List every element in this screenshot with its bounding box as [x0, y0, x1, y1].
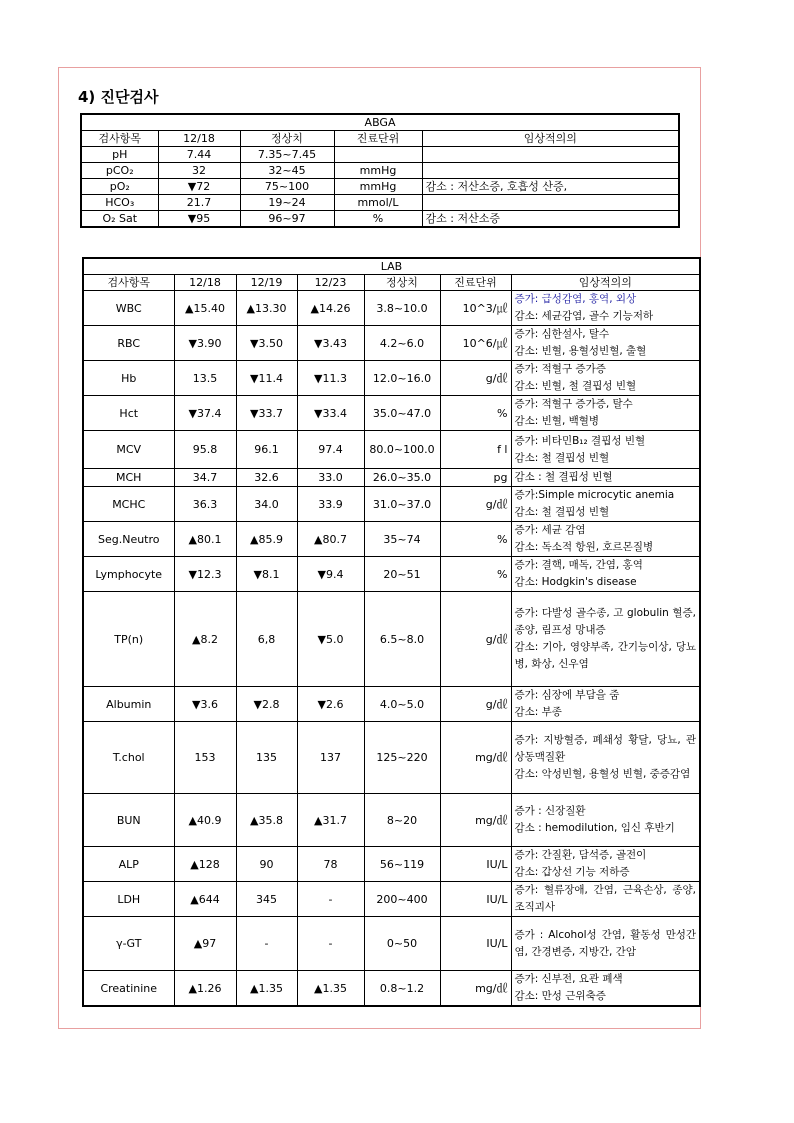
- lab-item-cell: MCV: [83, 431, 174, 469]
- lab-title: LAB: [83, 258, 700, 275]
- lab-clinical-cell: [511, 971, 700, 1007]
- section-heading: 4) 진단검사: [78, 88, 159, 106]
- lab-value-1218: 13.5: [174, 361, 236, 396]
- lab-value-1218: ▲15.40: [174, 291, 236, 326]
- lab-normal-cell: 31.0~37.0: [364, 487, 440, 522]
- abga-header: 임상적의의: [422, 131, 679, 147]
- abga-title: ABGA: [81, 114, 679, 131]
- lab-value-1223: ▲80.7: [297, 522, 364, 557]
- abga-row: [81, 211, 679, 228]
- lab-unit-cell: pg: [440, 469, 511, 487]
- lab-header: 12/18: [174, 275, 236, 291]
- clinical-line: 증가: 심장에 부담을 줌: [514, 689, 620, 701]
- lab-item-cell: T.chol: [83, 722, 174, 794]
- lab-normal-cell: 35.0~47.0: [364, 396, 440, 431]
- abga-unit-cell: %: [334, 211, 422, 228]
- lab-clinical-cell: [511, 917, 700, 971]
- lab-item-cell: RBC: [83, 326, 174, 361]
- lab-clinical-cell: [511, 687, 700, 722]
- abga-header: 정상치: [240, 131, 334, 147]
- clinical-line: 증가: 심한설사, 탈수: [514, 328, 610, 340]
- lab-row: [83, 882, 700, 917]
- lab-value-1223: ▲1.35: [297, 971, 364, 1007]
- lab-value-1223: 33.9: [297, 487, 364, 522]
- clinical-line: 증가: 비타민B₁₂ 결핍성 빈혈: [514, 434, 646, 447]
- lab-value-1218: ▲1.26: [174, 971, 236, 1007]
- clinical-line: 증가: 세균 감염: [514, 524, 586, 536]
- lab-value-1223: ▼3.43: [297, 326, 364, 361]
- lab-value-1219: ▼11.4: [236, 361, 297, 396]
- lab-value-1223: 33.0: [297, 469, 364, 487]
- abga-normal-cell: 32~45: [240, 163, 334, 179]
- clinical-line: 감소 : hemodilution, 임신 후반기: [514, 822, 675, 834]
- lab-header: 정상치: [364, 275, 440, 291]
- lab-value-1223: ▼5.0: [297, 592, 364, 687]
- lab-unit-cell: 10^3/㎕: [440, 291, 511, 326]
- abga-clinical-cell: [422, 147, 679, 163]
- lab-normal-cell: 4.2~6.0: [364, 326, 440, 361]
- abga-table: [80, 113, 680, 228]
- clinical-line: 감소 : 철 결핍성 빈혈: [514, 471, 613, 483]
- lab-value-1219: ▲35.8: [236, 794, 297, 847]
- lab-clinical-cell: [511, 592, 700, 687]
- clinical-line: 증가: 급성감염, 홍역, 외상: [514, 293, 637, 305]
- abga-value-cell: 21.7: [158, 195, 240, 211]
- lab-clinical-cell: [511, 557, 700, 592]
- lab-value-1219: 345: [236, 882, 297, 917]
- lab-item-cell: Albumin: [83, 687, 174, 722]
- lab-row: [83, 592, 700, 687]
- lab-value-1218: 36.3: [174, 487, 236, 522]
- lab-clinical-cell: [511, 487, 700, 522]
- lab-header: 진료단위: [440, 275, 511, 291]
- lab-clinical-cell: [511, 794, 700, 847]
- lab-unit-cell: %: [440, 522, 511, 557]
- lab-value-1223: 137: [297, 722, 364, 794]
- lab-value-1218: ▲80.1: [174, 522, 236, 557]
- lab-row: [83, 687, 700, 722]
- abga-row: [81, 179, 679, 195]
- lab-value-1218: 153: [174, 722, 236, 794]
- lab-value-1223: ▲14.26: [297, 291, 364, 326]
- clinical-line: 증가: 적혈구 증가증, 탈수: [514, 398, 633, 410]
- lab-value-1219: ▲13.30: [236, 291, 297, 326]
- clinical-line: 감소: 빈혈, 용혈성빈혈, 출혈: [514, 345, 647, 357]
- clinical-line: 감소: 만성 근위축증: [514, 990, 606, 1002]
- lab-normal-cell: 3.8~10.0: [364, 291, 440, 326]
- lab-row: [83, 431, 700, 469]
- lab-item-cell: MCHC: [83, 487, 174, 522]
- lab-item-cell: BUN: [83, 794, 174, 847]
- lab-row: [83, 396, 700, 431]
- abga-value-cell: 7.44: [158, 147, 240, 163]
- abga-unit-cell: mmHg: [334, 179, 422, 195]
- abga-clinical-cell: [422, 195, 679, 211]
- lab-value-1219: ▼8.1: [236, 557, 297, 592]
- lab-value-1219: ▲85.9: [236, 522, 297, 557]
- lab-row: [83, 522, 700, 557]
- lab-value-1223: 97.4: [297, 431, 364, 469]
- abga-value-cell: ▼95: [158, 211, 240, 228]
- clinical-line: 증가: 적혈구 증가증: [514, 363, 606, 375]
- abga-unit-cell: mmol/L: [334, 195, 422, 211]
- abga-value-cell: 32: [158, 163, 240, 179]
- lab-item-cell: Seg.Neutro: [83, 522, 174, 557]
- lab-value-1218: ▲128: [174, 847, 236, 882]
- lab-item-cell: γ-GT: [83, 917, 174, 971]
- lab-value-1219: ▼3.50: [236, 326, 297, 361]
- lab-header: 12/23: [297, 275, 364, 291]
- clinical-line: 증가: 혈류장애, 간염, 근육손상, 종양, 조직괴사: [514, 884, 697, 913]
- lab-unit-cell: %: [440, 557, 511, 592]
- lab-normal-cell: 200~400: [364, 882, 440, 917]
- lab-normal-cell: 12.0~16.0: [364, 361, 440, 396]
- lab-value-1218: ▲644: [174, 882, 236, 917]
- lab-clinical-cell: [511, 361, 700, 396]
- abga-header: 12/18: [158, 131, 240, 147]
- lab-row: [83, 557, 700, 592]
- abga-header: 검사항목: [81, 131, 158, 147]
- lab-item-cell: Lymphocyte: [83, 557, 174, 592]
- lab-normal-cell: 4.0~5.0: [364, 687, 440, 722]
- lab-value-1218: ▼3.90: [174, 326, 236, 361]
- clinical-line: 감소: 독소적 항원, 호르몬질병: [514, 541, 654, 553]
- lab-value-1218: 95.8: [174, 431, 236, 469]
- lab-value-1218: ▲8.2: [174, 592, 236, 687]
- lab-row: [83, 794, 700, 847]
- abga-normal-cell: 7.35~7.45: [240, 147, 334, 163]
- lab-unit-cell: mg/㎗: [440, 722, 511, 794]
- lab-value-1223: 78: [297, 847, 364, 882]
- lab-header: 검사항목: [83, 275, 174, 291]
- abga-normal-cell: 96~97: [240, 211, 334, 228]
- lab-clinical-cell: [511, 326, 700, 361]
- lab-unit-cell: g/㎗: [440, 361, 511, 396]
- lab-header: 12/19: [236, 275, 297, 291]
- abga-item-cell: HCO₃: [81, 195, 158, 211]
- lab-value-1218: ▼12.3: [174, 557, 236, 592]
- lab-row: [83, 291, 700, 326]
- lab-item-cell: LDH: [83, 882, 174, 917]
- lab-clinical-cell: [511, 396, 700, 431]
- lab-normal-cell: 26.0~35.0: [364, 469, 440, 487]
- abga-normal-cell: 75~100: [240, 179, 334, 195]
- lab-unit-cell: g/㎗: [440, 687, 511, 722]
- lab-clinical-cell: [511, 522, 700, 557]
- lab-normal-cell: 35~74: [364, 522, 440, 557]
- lab-item-cell: WBC: [83, 291, 174, 326]
- abga-row: [81, 195, 679, 211]
- clinical-line: 증가:Simple microcytic anemia: [514, 489, 675, 501]
- lab-clinical-cell: [511, 431, 700, 469]
- lab-unit-cell: mg/㎗: [440, 971, 511, 1007]
- lab-row: [83, 326, 700, 361]
- lab-value-1219: 96.1: [236, 431, 297, 469]
- clinical-line: 감소: 철 결핍성 빈혈: [514, 451, 610, 464]
- lab-unit-cell: IU/L: [440, 917, 511, 971]
- lab-value-1219: ▲1.35: [236, 971, 297, 1007]
- lab-value-1219: -: [236, 917, 297, 971]
- lab-value-1219: ▼33.7: [236, 396, 297, 431]
- lab-value-1223: ▼9.4: [297, 557, 364, 592]
- lab-clinical-cell: [511, 847, 700, 882]
- clinical-line: 감소: 기아, 영양부족, 간기능이상, 당뇨병, 화상, 신우염: [514, 641, 697, 670]
- lab-table: [82, 257, 701, 1007]
- lab-row: [83, 487, 700, 522]
- abga-clinical-cell: 감소 : 저산소증: [422, 211, 679, 228]
- abga-unit-cell: mmHg: [334, 163, 422, 179]
- lab-unit-cell: f l: [440, 431, 511, 469]
- lab-value-1218: ▼37.4: [174, 396, 236, 431]
- lab-value-1218: ▼3.6: [174, 687, 236, 722]
- lab-unit-cell: g/㎗: [440, 592, 511, 687]
- lab-value-1219: 6,8: [236, 592, 297, 687]
- lab-value-1219: 135: [236, 722, 297, 794]
- lab-normal-cell: 6.5~8.0: [364, 592, 440, 687]
- clinical-line: 증가: 간질환, 담석증, 골전이: [514, 849, 647, 861]
- lab-value-1218: ▲97: [174, 917, 236, 971]
- abga-row: [81, 163, 679, 179]
- lab-normal-cell: 56~119: [364, 847, 440, 882]
- lab-unit-cell: %: [440, 396, 511, 431]
- lab-value-1219: 90: [236, 847, 297, 882]
- abga-item-cell: pH: [81, 147, 158, 163]
- clinical-line: 감소: 악성빈혈, 용혈성 빈혈, 중증감염: [514, 768, 691, 780]
- lab-unit-cell: IU/L: [440, 882, 511, 917]
- lab-value-1218: ▲40.9: [174, 794, 236, 847]
- lab-value-1218: 34.7: [174, 469, 236, 487]
- clinical-line: 감소: 부종: [514, 706, 562, 718]
- lab-value-1223: -: [297, 882, 364, 917]
- clinical-line: 감소: Hodgkin's disease: [514, 576, 637, 588]
- clinical-line: 증가: 다발성 골수종, 고 globulin 혈증, 종양, 림프성 망내증: [514, 607, 697, 636]
- lab-item-cell: MCH: [83, 469, 174, 487]
- lab-item-cell: Hct: [83, 396, 174, 431]
- lab-row: [83, 971, 700, 1007]
- lab-row: [83, 917, 700, 971]
- clinical-line: 감소: 세균감염, 골수 기능저하: [514, 310, 654, 322]
- abga-item-cell: pCO₂: [81, 163, 158, 179]
- clinical-line: 증가: 지방혈증, 폐쇄성 황달, 당뇨, 관상동맥질환: [514, 734, 697, 763]
- lab-unit-cell: 10^6/㎕: [440, 326, 511, 361]
- lab-unit-cell: IU/L: [440, 847, 511, 882]
- abga-item-cell: pO₂: [81, 179, 158, 195]
- lab-normal-cell: 0.8~1.2: [364, 971, 440, 1007]
- lab-normal-cell: 125~220: [364, 722, 440, 794]
- lab-clinical-cell: [511, 882, 700, 917]
- lab-value-1219: 34.0: [236, 487, 297, 522]
- lab-row: [83, 469, 700, 487]
- clinical-line: 증가 : 신장질환: [514, 805, 586, 817]
- lab-unit-cell: g/㎗: [440, 487, 511, 522]
- lab-clinical-cell: [511, 291, 700, 326]
- clinical-line: 감소: 빈혈, 철 결핍성 빈혈: [514, 380, 637, 392]
- clinical-line: 증가: 신부전, 요관 폐색: [514, 973, 623, 985]
- abga-unit-cell: [334, 147, 422, 163]
- abga-clinical-cell: [422, 163, 679, 179]
- clinical-line: 감소: 철 결핍성 빈혈: [514, 506, 610, 518]
- lab-value-1223: -: [297, 917, 364, 971]
- lab-row: [83, 847, 700, 882]
- abga-header: 진료단위: [334, 131, 422, 147]
- clinical-line: 감소: 갑상선 기능 저하증: [514, 866, 630, 878]
- lab-item-cell: ALP: [83, 847, 174, 882]
- lab-normal-cell: 80.0~100.0: [364, 431, 440, 469]
- abga-clinical-cell: 감소 : 저산소증, 호흡성 산증,: [422, 179, 679, 195]
- abga-value-cell: ▼72: [158, 179, 240, 195]
- lab-item-cell: Creatinine: [83, 971, 174, 1007]
- lab-row: [83, 361, 700, 396]
- lab-item-cell: TP(n): [83, 592, 174, 687]
- lab-clinical-cell: [511, 469, 700, 487]
- lab-value-1219: 32.6: [236, 469, 297, 487]
- lab-normal-cell: 20~51: [364, 557, 440, 592]
- lab-row: [83, 722, 700, 794]
- lab-value-1219: ▼2.8: [236, 687, 297, 722]
- lab-header: 임상적의의: [511, 275, 700, 291]
- lab-value-1223: ▼33.4: [297, 396, 364, 431]
- clinical-line: 증가: 결핵, 매독, 간염, 홍역: [514, 559, 643, 571]
- clinical-line: 증가 : Alcohol성 간염, 활동성 만성간염, 간경변증, 지방간, 간암: [514, 928, 697, 958]
- lab-value-1223: ▼2.6: [297, 687, 364, 722]
- abga-normal-cell: 19~24: [240, 195, 334, 211]
- clinical-line: 감소: 빈혈, 백혈병: [514, 415, 600, 427]
- lab-unit-cell: mg/㎗: [440, 794, 511, 847]
- abga-item-cell: O₂ Sat: [81, 211, 158, 228]
- lab-value-1223: ▼11.3: [297, 361, 364, 396]
- lab-item-cell: Hb: [83, 361, 174, 396]
- lab-clinical-cell: [511, 722, 700, 794]
- lab-value-1223: ▲31.7: [297, 794, 364, 847]
- lab-normal-cell: 8~20: [364, 794, 440, 847]
- abga-row: [81, 147, 679, 163]
- lab-normal-cell: 0~50: [364, 917, 440, 971]
